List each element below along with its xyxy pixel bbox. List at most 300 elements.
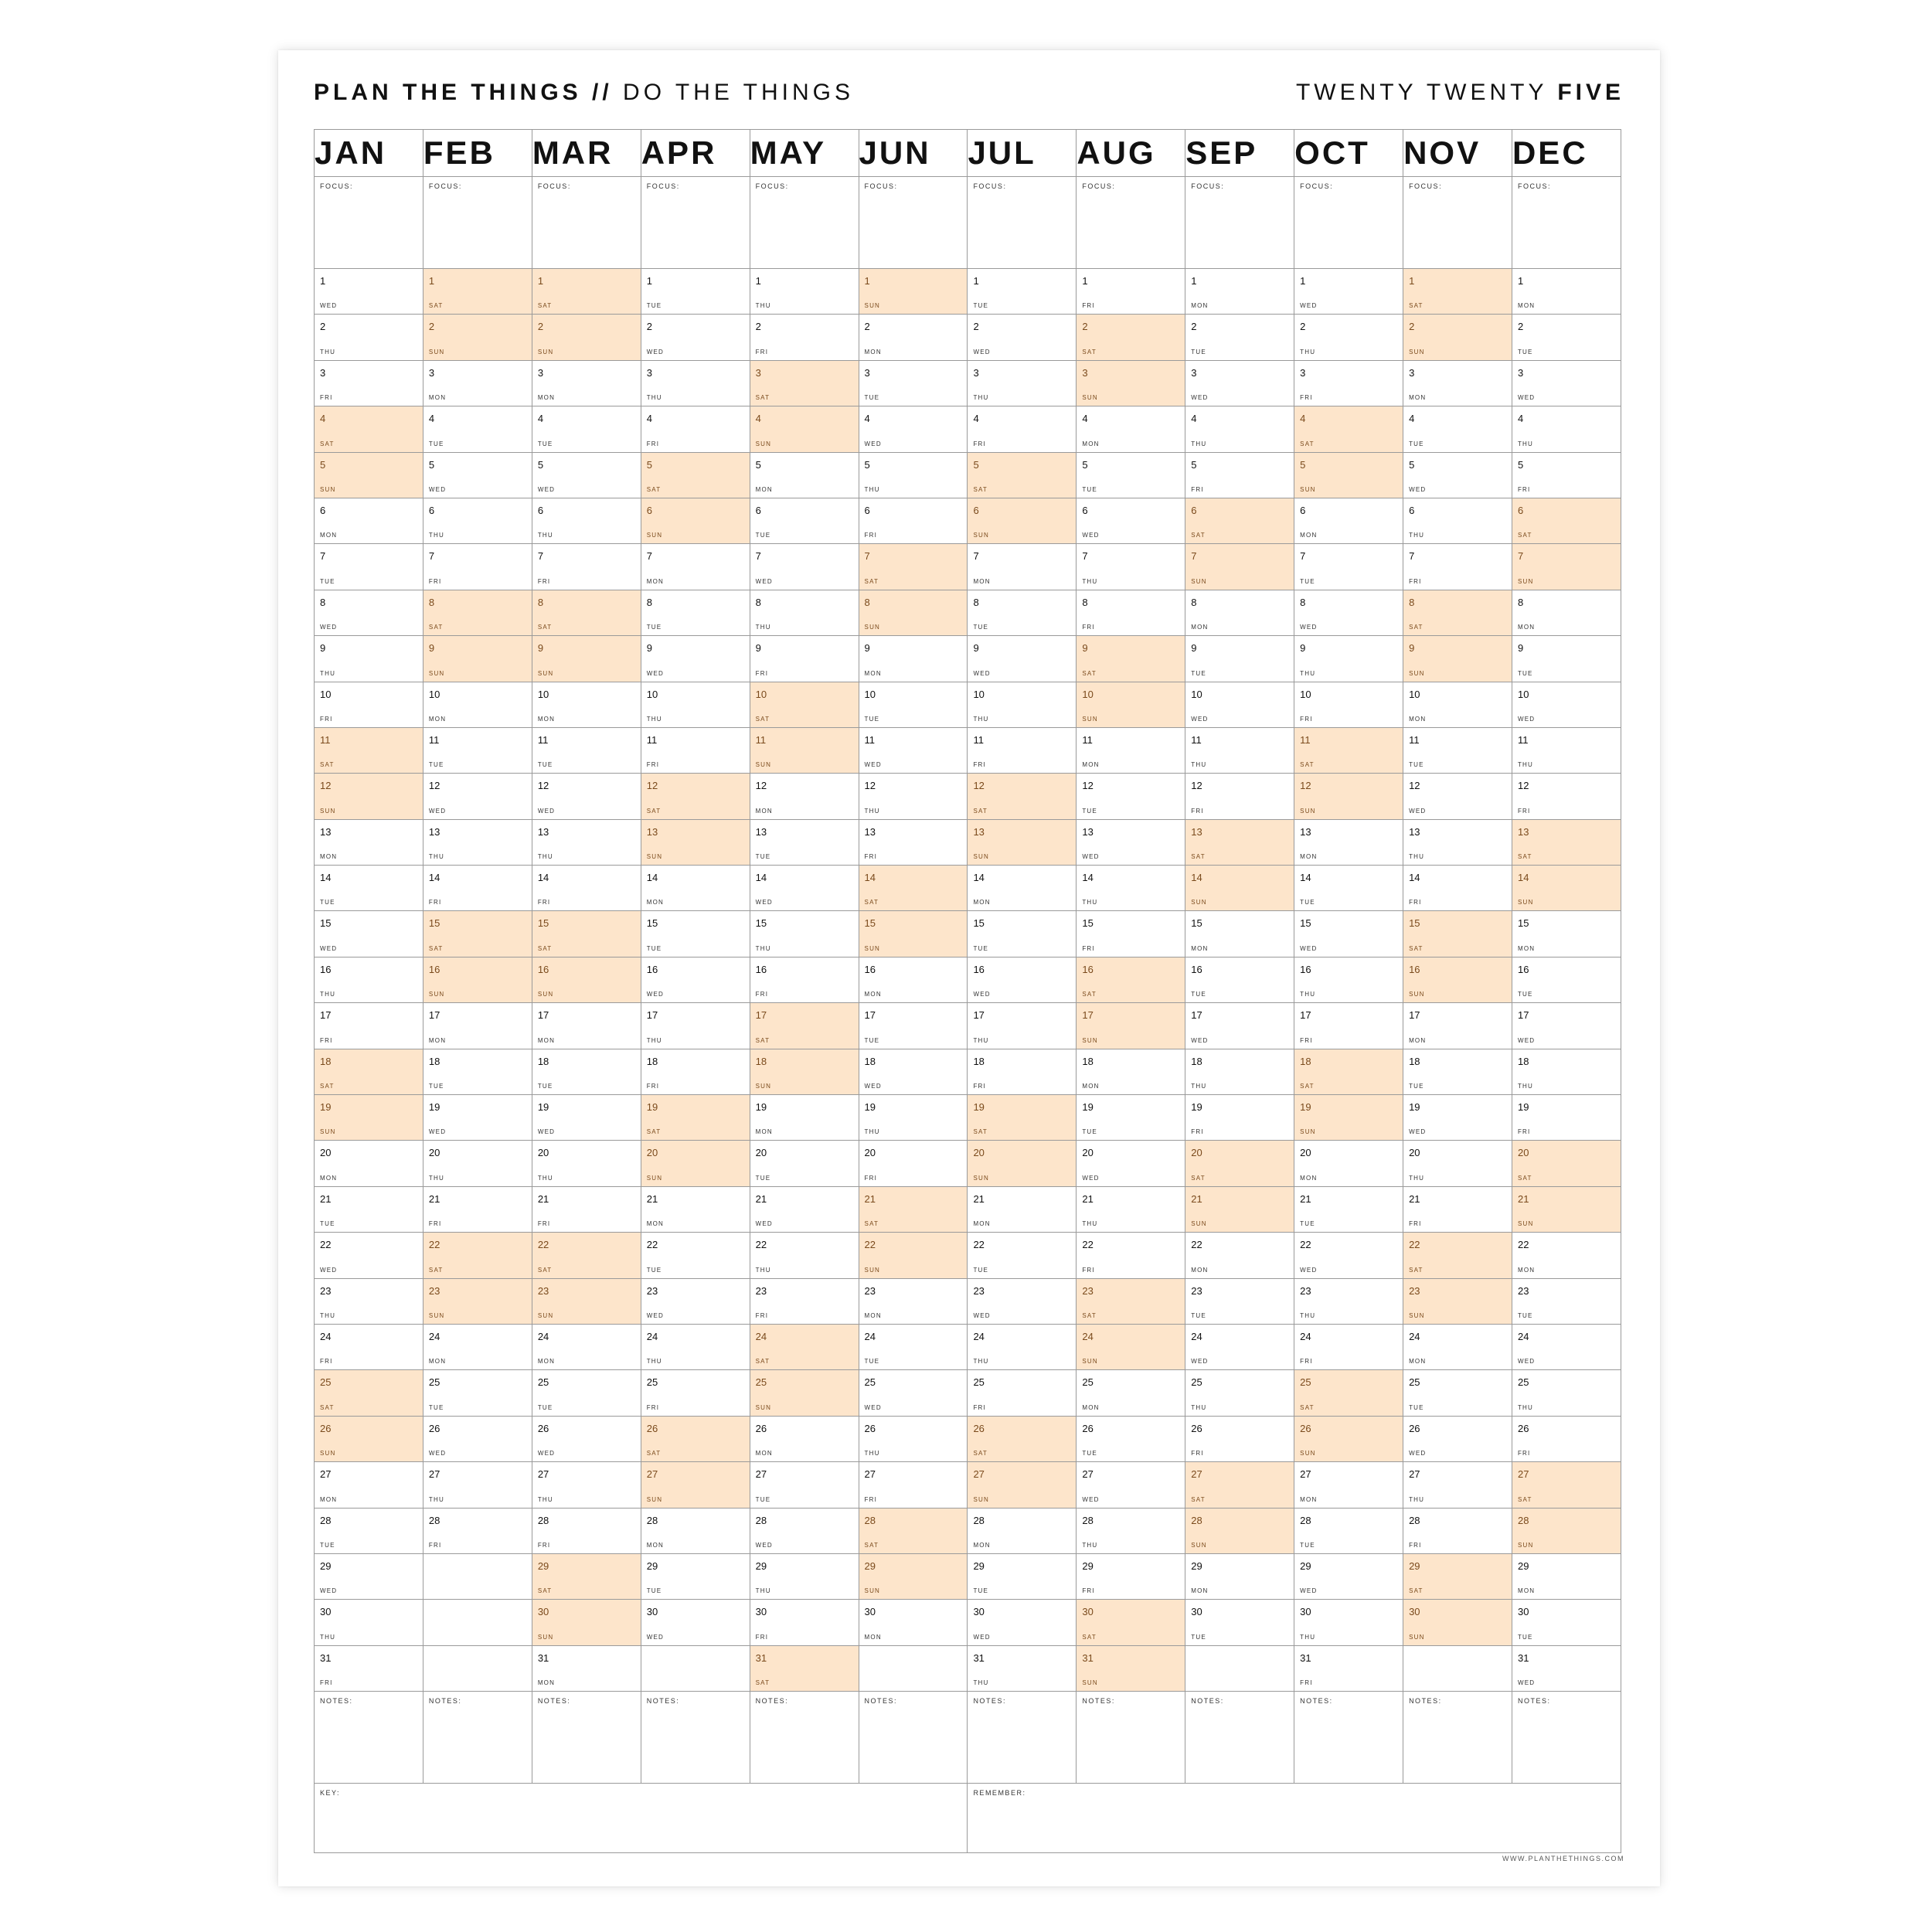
day-cell[interactable] [315,1462,423,1508]
focus-cell[interactable] [1294,177,1403,269]
day-cell[interactable] [750,819,859,865]
day-cell[interactable] [1185,590,1294,635]
day-cell[interactable] [423,1508,532,1553]
day-cell[interactable] [750,360,859,406]
day-cell[interactable] [750,1141,859,1186]
day-cell[interactable] [968,1049,1077,1094]
day-cell[interactable] [1185,911,1294,957]
day-cell[interactable] [1512,544,1621,590]
day-cell[interactable] [532,819,641,865]
day-cell[interactable] [859,1600,968,1645]
focus-cell[interactable] [859,177,968,269]
day-cell[interactable] [968,1508,1077,1553]
day-cell[interactable] [532,452,641,498]
day-cell[interactable] [1294,1370,1403,1416]
day-cell[interactable] [1077,866,1185,911]
day-cell[interactable] [859,1233,968,1278]
day-cell[interactable] [1512,1141,1621,1186]
day-cell[interactable] [641,1416,750,1461]
day-cell[interactable] [641,544,750,590]
day-cell[interactable] [1077,911,1185,957]
day-cell[interactable] [1403,1049,1512,1094]
day-cell[interactable] [1512,1233,1621,1278]
day-cell[interactable] [1185,1324,1294,1369]
day-cell[interactable] [968,1462,1077,1508]
remember-box[interactable] [968,1784,1621,1853]
day-cell[interactable] [1294,452,1403,498]
day-cell[interactable] [1403,269,1512,315]
day-cell[interactable] [315,911,423,957]
day-cell[interactable] [968,315,1077,360]
day-cell[interactable] [859,1141,968,1186]
day-cell[interactable] [1403,1095,1512,1141]
day-cell[interactable] [641,1508,750,1553]
day-cell[interactable] [532,1508,641,1553]
day-cell[interactable] [423,682,532,727]
day-cell[interactable] [1077,1553,1185,1599]
day-cell[interactable] [750,911,859,957]
day-cell[interactable] [1512,1416,1621,1461]
day-cell[interactable] [423,1233,532,1278]
day-cell[interactable] [315,866,423,911]
day-cell[interactable] [532,1600,641,1645]
day-cell[interactable] [859,360,968,406]
day-cell[interactable] [1185,1416,1294,1461]
day-cell[interactable] [423,819,532,865]
day-cell[interactable] [750,1003,859,1049]
day-cell[interactable] [1077,1003,1185,1049]
day-cell[interactable] [750,1049,859,1094]
day-cell[interactable] [1403,590,1512,635]
day-cell[interactable] [532,774,641,819]
day-cell[interactable] [315,1600,423,1645]
day-cell[interactable] [423,727,532,773]
day-cell[interactable] [1077,1095,1185,1141]
day-cell[interactable] [1512,1553,1621,1599]
day-cell[interactable] [750,544,859,590]
day-cell[interactable] [750,1233,859,1278]
day-cell[interactable] [1512,1186,1621,1232]
day-cell[interactable] [1185,360,1294,406]
day-cell[interactable] [1077,1645,1185,1691]
day-cell[interactable] [750,1324,859,1369]
day-cell[interactable] [1512,819,1621,865]
day-cell[interactable] [968,498,1077,543]
day-cell[interactable] [859,1508,968,1553]
day-cell[interactable] [641,1049,750,1094]
day-cell[interactable] [968,1186,1077,1232]
day-cell[interactable] [1512,1095,1621,1141]
day-cell[interactable] [1294,406,1403,452]
day-cell[interactable] [532,866,641,911]
day-cell[interactable] [423,866,532,911]
day-cell[interactable] [315,269,423,315]
day-cell[interactable] [532,1003,641,1049]
day-cell[interactable] [315,1233,423,1278]
day-cell[interactable] [315,406,423,452]
day-cell[interactable] [423,957,532,1002]
day-cell[interactable] [423,1186,532,1232]
day-cell[interactable] [1185,452,1294,498]
day-cell[interactable] [641,1186,750,1232]
day-cell[interactable] [423,911,532,957]
day-cell[interactable] [750,590,859,635]
day-cell[interactable] [1294,727,1403,773]
focus-cell[interactable] [968,177,1077,269]
day-cell[interactable] [1077,452,1185,498]
notes-cell[interactable] [1403,1692,1512,1784]
day-cell[interactable] [1512,911,1621,957]
day-cell[interactable] [315,636,423,682]
day-cell[interactable] [968,1370,1077,1416]
day-cell[interactable] [968,360,1077,406]
day-cell[interactable] [1512,1600,1621,1645]
day-cell[interactable] [968,1278,1077,1324]
day-cell[interactable] [859,682,968,727]
day-cell[interactable] [1077,636,1185,682]
day-cell[interactable] [532,498,641,543]
day-cell[interactable] [641,636,750,682]
focus-cell[interactable] [1185,177,1294,269]
day-cell[interactable] [1077,1462,1185,1508]
day-cell[interactable] [968,452,1077,498]
day-cell[interactable] [1077,1324,1185,1369]
day-cell[interactable] [1294,1416,1403,1461]
day-cell[interactable] [1403,911,1512,957]
day-cell[interactable] [315,1141,423,1186]
day-cell[interactable] [859,819,968,865]
focus-cell[interactable] [315,177,423,269]
day-cell[interactable] [315,544,423,590]
day-cell[interactable] [859,1186,968,1232]
notes-cell[interactable] [1185,1692,1294,1784]
day-cell[interactable] [1294,636,1403,682]
day-cell[interactable] [750,452,859,498]
day-cell[interactable] [532,1095,641,1141]
day-cell[interactable] [1512,360,1621,406]
day-cell[interactable] [1077,682,1185,727]
day-cell[interactable] [1512,866,1621,911]
day-cell[interactable] [423,269,532,315]
day-cell[interactable] [859,452,968,498]
day-cell[interactable] [1185,1600,1294,1645]
day-cell[interactable] [1294,1141,1403,1186]
day-cell[interactable] [423,360,532,406]
day-cell[interactable] [641,315,750,360]
day-cell[interactable] [641,406,750,452]
day-cell[interactable] [1294,866,1403,911]
day-cell[interactable] [859,1324,968,1369]
day-cell[interactable] [1294,1508,1403,1553]
focus-cell[interactable] [1403,177,1512,269]
day-cell[interactable] [750,774,859,819]
day-cell[interactable] [532,1186,641,1232]
day-cell[interactable] [315,1003,423,1049]
day-cell[interactable] [1077,1508,1185,1553]
day-cell[interactable] [1294,269,1403,315]
day-cell[interactable] [1185,269,1294,315]
day-cell[interactable] [859,1416,968,1461]
day-cell[interactable] [1294,1645,1403,1691]
day-cell[interactable] [423,1324,532,1369]
day-cell[interactable] [423,1003,532,1049]
day-cell[interactable] [859,1462,968,1508]
day-cell[interactable] [750,636,859,682]
day-cell[interactable] [423,1049,532,1094]
day-cell[interactable] [1185,498,1294,543]
day-cell[interactable] [1185,819,1294,865]
day-cell[interactable] [315,957,423,1002]
day-cell[interactable] [423,590,532,635]
focus-cell[interactable] [423,177,532,269]
day-cell[interactable] [1512,1508,1621,1553]
day-cell[interactable] [750,1553,859,1599]
day-cell[interactable] [1294,590,1403,635]
day-cell[interactable] [423,498,532,543]
day-cell[interactable] [1403,1508,1512,1553]
day-cell[interactable] [1403,1278,1512,1324]
day-cell[interactable] [532,1645,641,1691]
day-cell[interactable] [1403,1462,1512,1508]
day-cell[interactable] [968,544,1077,590]
day-cell[interactable] [859,269,968,315]
day-cell[interactable] [1403,360,1512,406]
day-cell[interactable] [641,774,750,819]
day-cell[interactable] [1512,1462,1621,1508]
day-cell[interactable] [1294,1462,1403,1508]
day-cell[interactable] [315,1324,423,1369]
day-cell[interactable] [641,498,750,543]
day-cell[interactable] [641,1324,750,1369]
day-cell[interactable] [1403,727,1512,773]
day-cell[interactable] [423,1370,532,1416]
notes-cell[interactable] [859,1692,968,1784]
day-cell[interactable] [1294,774,1403,819]
focus-cell[interactable] [1512,177,1621,269]
day-cell[interactable] [1403,819,1512,865]
day-cell[interactable] [1294,911,1403,957]
day-cell[interactable] [968,269,1077,315]
notes-cell[interactable] [641,1692,750,1784]
day-cell[interactable] [968,1095,1077,1141]
day-cell[interactable] [1512,590,1621,635]
day-cell[interactable] [532,1233,641,1278]
focus-cell[interactable] [750,177,859,269]
day-cell[interactable] [750,1508,859,1553]
day-cell[interactable] [859,727,968,773]
day-cell[interactable] [641,1600,750,1645]
day-cell[interactable] [315,1095,423,1141]
day-cell[interactable] [1077,544,1185,590]
day-cell[interactable] [532,957,641,1002]
day-cell[interactable] [1185,544,1294,590]
day-cell[interactable] [423,452,532,498]
day-cell[interactable] [1185,1278,1294,1324]
day-cell[interactable] [1512,1049,1621,1094]
notes-cell[interactable] [968,1692,1077,1784]
day-cell[interactable] [1077,727,1185,773]
day-cell[interactable] [532,315,641,360]
day-cell[interactable] [968,819,1077,865]
day-cell[interactable] [532,1416,641,1461]
focus-cell[interactable] [641,177,750,269]
day-cell[interactable] [1403,957,1512,1002]
day-cell[interactable] [968,1553,1077,1599]
day-cell[interactable] [641,590,750,635]
day-cell[interactable] [859,1553,968,1599]
day-cell[interactable] [1403,406,1512,452]
day-cell[interactable] [315,590,423,635]
day-cell[interactable] [315,498,423,543]
day-cell[interactable] [1077,1186,1185,1232]
day-cell[interactable] [859,544,968,590]
day-cell[interactable] [641,1003,750,1049]
day-cell[interactable] [968,1141,1077,1186]
day-cell[interactable] [1294,1600,1403,1645]
day-cell[interactable] [859,1049,968,1094]
day-cell[interactable] [532,911,641,957]
day-cell[interactable] [423,406,532,452]
day-cell[interactable] [1512,682,1621,727]
day-cell[interactable] [315,1508,423,1553]
day-cell[interactable] [641,727,750,773]
day-cell[interactable] [750,1600,859,1645]
day-cell[interactable] [641,866,750,911]
day-cell[interactable] [968,957,1077,1002]
day-cell[interactable] [859,1278,968,1324]
day-cell[interactable] [968,1233,1077,1278]
day-cell[interactable] [532,636,641,682]
day-cell[interactable] [1077,819,1185,865]
day-cell[interactable] [1077,1416,1185,1461]
day-cell[interactable] [1185,1049,1294,1094]
day-cell[interactable] [1512,498,1621,543]
day-cell[interactable] [315,1416,423,1461]
day-cell[interactable] [641,1095,750,1141]
day-cell[interactable] [750,406,859,452]
focus-cell[interactable] [532,177,641,269]
day-cell[interactable] [968,774,1077,819]
day-cell[interactable] [641,1233,750,1278]
day-cell[interactable] [1294,544,1403,590]
day-cell[interactable] [641,911,750,957]
day-cell[interactable] [1185,1095,1294,1141]
day-cell[interactable] [1077,360,1185,406]
day-cell[interactable] [859,1370,968,1416]
notes-cell[interactable] [1512,1692,1621,1784]
day-cell[interactable] [1403,682,1512,727]
notes-cell[interactable] [315,1692,423,1784]
day-cell[interactable] [1185,727,1294,773]
day-cell[interactable] [968,682,1077,727]
day-cell[interactable] [1512,1324,1621,1369]
day-cell[interactable] [1077,1049,1185,1094]
day-cell[interactable] [1512,727,1621,773]
day-cell[interactable] [1403,1600,1512,1645]
day-cell[interactable] [1077,1600,1185,1645]
day-cell[interactable] [315,315,423,360]
day-cell[interactable] [532,406,641,452]
day-cell[interactable] [1294,1278,1403,1324]
day-cell[interactable] [1512,774,1621,819]
day-cell[interactable] [1185,406,1294,452]
day-cell[interactable] [532,1278,641,1324]
day-cell[interactable] [968,1324,1077,1369]
day-cell[interactable] [859,498,968,543]
day-cell[interactable] [859,315,968,360]
day-cell[interactable] [1185,682,1294,727]
day-cell[interactable] [315,682,423,727]
day-cell[interactable] [859,590,968,635]
day-cell[interactable] [1403,1416,1512,1461]
day-cell[interactable] [641,452,750,498]
day-cell[interactable] [750,269,859,315]
day-cell[interactable] [641,269,750,315]
day-cell[interactable] [315,774,423,819]
day-cell[interactable] [1294,819,1403,865]
day-cell[interactable] [1077,1141,1185,1186]
day-cell[interactable] [641,1370,750,1416]
day-cell[interactable] [859,957,968,1002]
day-cell[interactable] [1185,1186,1294,1232]
day-cell[interactable] [1403,636,1512,682]
day-cell[interactable] [1185,315,1294,360]
day-cell[interactable] [532,1324,641,1369]
day-cell[interactable] [641,360,750,406]
day-cell[interactable] [1294,360,1403,406]
day-cell[interactable] [1185,866,1294,911]
day-cell[interactable] [1512,1003,1621,1049]
day-cell[interactable] [1403,866,1512,911]
day-cell[interactable] [1294,1553,1403,1599]
day-cell[interactable] [1403,315,1512,360]
day-cell[interactable] [532,1049,641,1094]
day-cell[interactable] [423,1278,532,1324]
day-cell[interactable] [1512,957,1621,1002]
day-cell[interactable] [750,1416,859,1461]
day-cell[interactable] [750,1462,859,1508]
day-cell[interactable] [315,360,423,406]
day-cell[interactable] [968,727,1077,773]
day-cell[interactable] [1077,406,1185,452]
day-cell[interactable] [1185,1508,1294,1553]
day-cell[interactable] [1403,452,1512,498]
day-cell[interactable] [315,1645,423,1691]
day-cell[interactable] [859,774,968,819]
day-cell[interactable] [641,1462,750,1508]
day-cell[interactable] [532,1462,641,1508]
day-cell[interactable] [1077,269,1185,315]
day-cell[interactable] [1077,1278,1185,1324]
day-cell[interactable] [532,360,641,406]
day-cell[interactable] [1512,1645,1621,1691]
day-cell[interactable] [423,1095,532,1141]
day-cell[interactable] [1294,315,1403,360]
day-cell[interactable] [750,1370,859,1416]
day-cell[interactable] [1403,1003,1512,1049]
day-cell[interactable] [1403,1553,1512,1599]
day-cell[interactable] [1512,315,1621,360]
day-cell[interactable] [532,1141,641,1186]
day-cell[interactable] [859,1003,968,1049]
day-cell[interactable] [1077,315,1185,360]
day-cell[interactable] [1294,498,1403,543]
day-cell[interactable] [532,727,641,773]
day-cell[interactable] [532,544,641,590]
day-cell[interactable] [968,866,1077,911]
day-cell[interactable] [315,727,423,773]
day-cell[interactable] [315,1186,423,1232]
